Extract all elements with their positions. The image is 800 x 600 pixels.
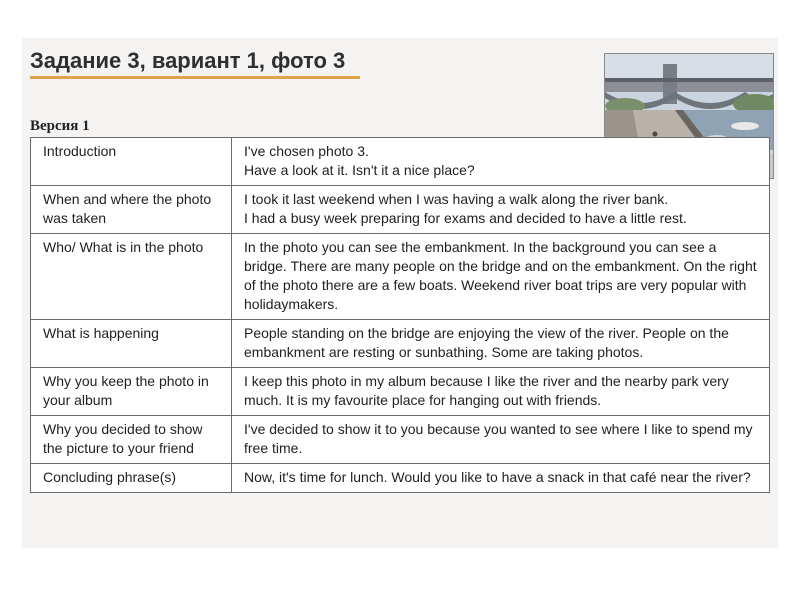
table-row: [31, 186, 770, 234]
answer-text: Now, it's time for lunch. Would you like to have a snack in that café near the river?: [244, 469, 751, 485]
page-title: Задание 3, вариант 1, фото 3: [30, 48, 346, 73]
row-answer: [232, 138, 770, 186]
title-underline: [30, 76, 360, 79]
row-answer: [232, 320, 770, 368]
table-row: [31, 368, 770, 416]
answer-text: In the photo you can see the embankment. In the background you can see a bridge. There are many people on the bridge and on the embankment. On the right of the photo there are a few boats. Weekend river boat trips are very popular with holidaymakers.: [244, 239, 757, 312]
row-label: Why you decided to show the picture to your friend: [31, 416, 232, 464]
row-label: Concluding phrase(s): [31, 464, 232, 493]
answer-table: [30, 137, 770, 493]
row-label: Introduction: [31, 138, 232, 186]
table-row: [31, 234, 770, 320]
answer-text: I keep this photo in my album because I like the river and the nearby park very much. It is my favourite place for hanging out with friends.: [244, 373, 729, 408]
answer-text: I took it last weekend when I was having a walk along the river bank.: [244, 191, 669, 207]
answer-text: I had a busy week preparing for exams and decided to have a little rest.: [244, 210, 687, 226]
table-row: [31, 138, 770, 186]
answer-text: Have a look at it. Isn't it a nice place?: [244, 162, 475, 178]
table-row: [31, 416, 770, 464]
row-label: When and where the photo was taken: [31, 186, 232, 234]
row-answer: [232, 186, 770, 234]
table-row: [31, 320, 770, 368]
row-answer: [232, 234, 770, 320]
version-label: Версия 1: [30, 118, 90, 134]
row-answer: [232, 368, 770, 416]
row-label: Who/ What is in the photo: [31, 234, 232, 320]
answer-text: I've decided to show it to you because you wanted to see where I like to spend my free time.: [244, 421, 753, 456]
row-label: Why you keep the photo in your album: [31, 368, 232, 416]
answer-text: I've chosen photo 3.: [244, 143, 369, 159]
table-row: [31, 464, 770, 493]
row-answer: [232, 416, 770, 464]
answer-text: People standing on the bridge are enjoying the view of the river. People on the embankment are resting or sunbathing. Some are taking photos.: [244, 325, 729, 360]
row-answer: [232, 464, 770, 493]
row-label: What is happening: [31, 320, 232, 368]
